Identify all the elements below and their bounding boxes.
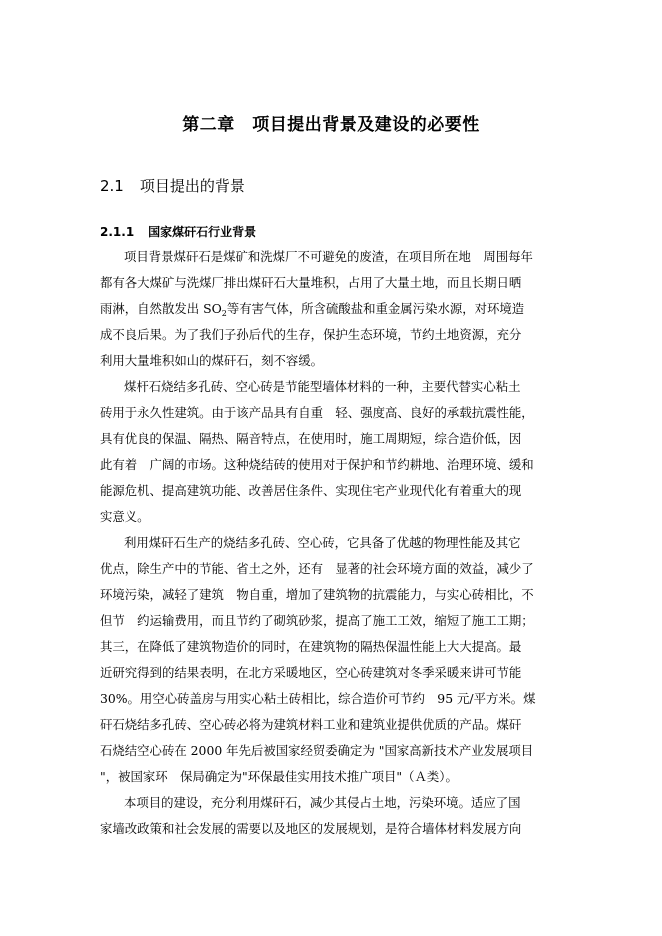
chapter-title: 第二章 项目提出背景及建设的必要性 — [182, 115, 480, 135]
section-heading — [100, 175, 245, 197]
paragraph-1-line-3-start: 雨淋，自然散发出 — [100, 301, 200, 316]
paragraph-2-line-3: 具有优良的保温、隔热、隔音特点，在使用时，施工周期短，综合造价低，因 — [100, 431, 522, 446]
paragraph-3-line-6: 近研究得到的结果表明，在北方采暖地区，空心砖建筑对冬季采暖来讲可节能 — [100, 665, 522, 680]
paragraph-3-line-2: 优点，除生产中的节能、省土之外，还有 显著的社会环境方面的效益，减少了 — [100, 561, 534, 576]
subsection-number: 2.1.1 — [100, 225, 135, 239]
subsection-title: 国家煤矸石行业背景 — [148, 225, 257, 239]
chemical-formula-base: SO — [203, 301, 222, 316]
paragraph-1-line-1: 项目背景煤矸石是煤矿和洗煤厂不可避免的废渣，在项目所在地 周围每年 — [124, 249, 533, 264]
paragraph-4-line-2: 家墙改政策和社会发展的需要以及地区的发展规划，是符合墙体材料发展方向 — [100, 821, 522, 836]
paragraph-1-line-3-end: 等有害气体，所含硫酸盐和重金属污染水源，对环境造 — [226, 301, 525, 316]
paragraph-1-line-4: 成不良后果。为了我们子孙后代的生存，保护生态环境，节约土地资源，充分 — [100, 327, 522, 342]
paragraph-2-line-6: 实意义。 — [100, 509, 150, 524]
paragraph-3-line-10: "，被国家环 保局确定为"环保最佳实用技术推广项目"（Ａ类）。 — [100, 769, 458, 784]
chemical-formula — [203, 301, 227, 316]
paragraph-3-line-4: 但节 约运输费用，而且节约了砌筑砂浆，提高了施工工效，缩短了施工工期； — [100, 613, 534, 628]
chemical-formula-subscript: 2 — [221, 309, 227, 318]
paragraph-2-line-2: 砖用于永久性建筑。由于该产品具有自重 轻、强度高、良好的承载抗震性能， — [100, 405, 534, 420]
paragraph-4-line-1: 本项目的建设，充分利用煤矸石，减少其侵占土地，污染环境。适应了国 — [124, 795, 521, 810]
subsection-heading — [100, 222, 256, 242]
paragraph-2-line-5: 能源危机、提高建筑功能、改善居住条件、实现住宅产业现代化有着重大的现 — [100, 483, 522, 498]
paragraph-3-line-3: 环境污染，减轻了建筑 物自重，增加了建筑物的抗震能力，与实心砖相比，不 — [100, 587, 534, 602]
paragraph-2-line-1: 煤杆石烧结多孔砖、空心砖是节能型墙体材料的一种，主要代替实心粘土 — [124, 379, 521, 394]
paragraph-3-line-9: 石烧结空心砖在 2000 年先后被国家经贸委确定为 "国家高新技术产业发展项目 — [100, 743, 534, 758]
paragraph-3-line-8: 矸石烧结多孔砖、空心砖必将为建筑材料工业和建筑业提供优质的产品。煤矸 — [100, 717, 522, 732]
paragraph-3-line-1: 利用煤矸石生产的烧结多孔砖、空心砖，它具备了优越的物理性能及其它 — [124, 535, 521, 550]
paragraph-2-line-4: 此有着 广阔的市场。这种烧结砖的使用对于保护和节约耕地、治理环境、缓和 — [100, 457, 534, 472]
paragraph-1-line-3 — [100, 300, 524, 323]
paragraph-3-line-7: 30%。用空心砖盖房与用实心粘土砖相比，综合造价可节约 95 元/平方米。煤 — [100, 691, 536, 706]
section-title: 项目提出的背景 — [139, 177, 245, 195]
paragraph-3-line-5: 其三，在降低了建筑物造价的同时，在建筑物的隔热保温性能上大大提高。最 — [100, 639, 522, 654]
paragraph-1-line-2: 都有各大煤矿与洗煤厂排出煤矸石大量堆积，占用了大量土地，而且长期日晒 — [100, 275, 522, 290]
section-number: 2.1 — [100, 177, 124, 195]
paragraph-1-line-5: 利用大量堆积如山的煤矸石，刻不容缓。 — [100, 353, 324, 368]
